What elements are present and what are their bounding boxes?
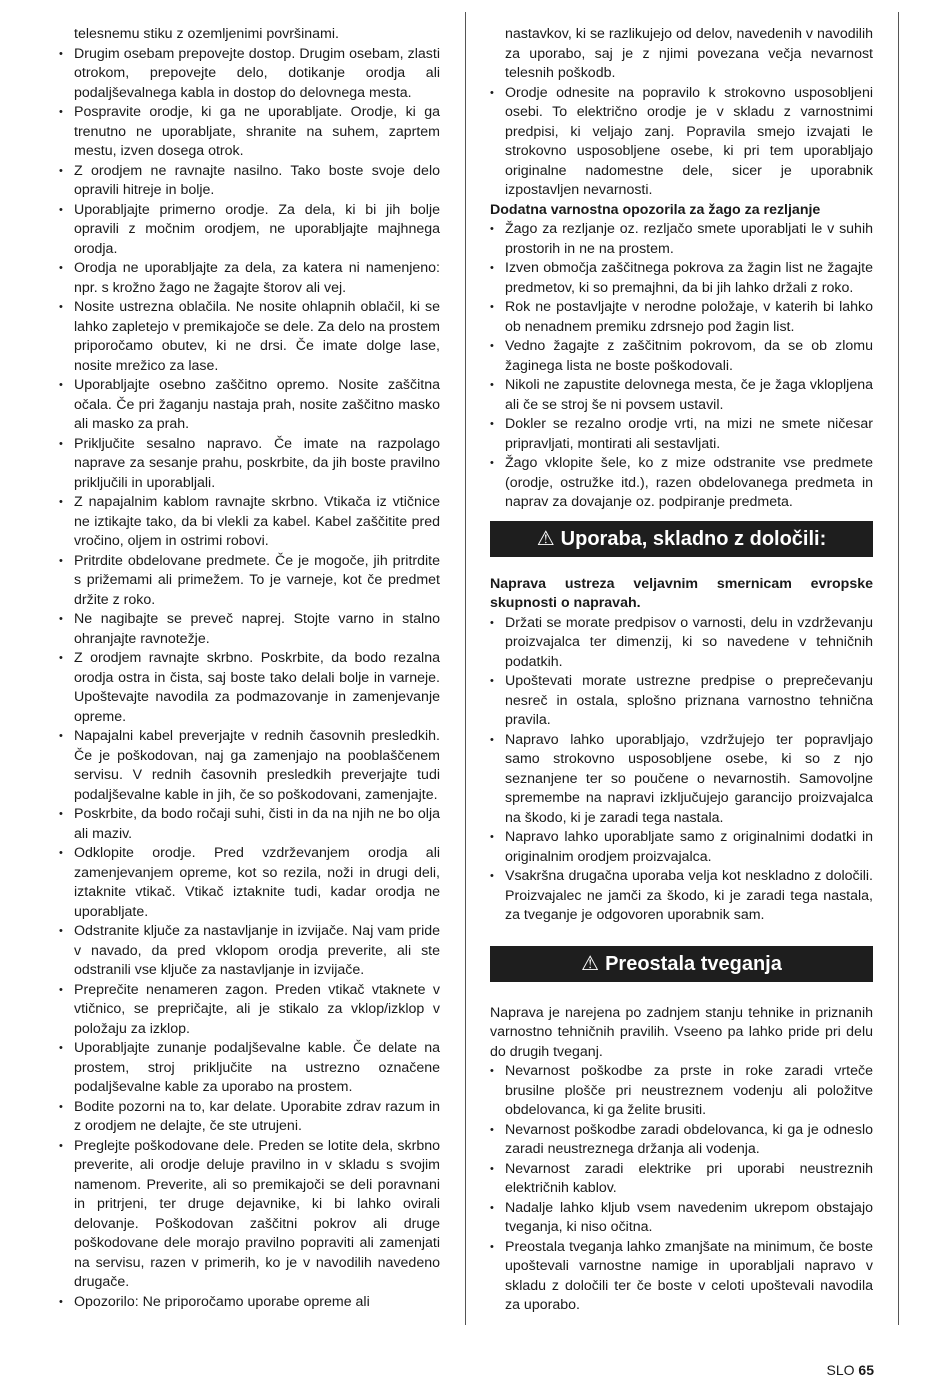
list-item: • Nikoli ne zapustite delovnega mesta, če je žaga vklopljena ali če se stroj še ni povsem ustavil.: [490, 376, 873, 415]
warning-triangle-icon: ⚠: [581, 952, 600, 975]
safety-list-continued: [490, 25, 873, 201]
saw-safety-list: [490, 220, 873, 513]
list-item: nastavkov, ki se razlikujejo od delov, navedenih v navodilih za uporabo, saj je z njimi povezana večja nevarnost telesnih poškodb.: [505, 26, 873, 81]
risk-heading-text: Preostala tveganja: [605, 952, 782, 975]
list-item: • Napravo lahko uporabljajo, vzdržujejo ter popravljajo samo strokovno usposobljene osebe, ki so z njo seznanjene ter so poučene o nevarnostih. Samovoljne spremembe na napravi izključujejo garancijo proizvajalca na škodo, ki je zaradi tega nastala.: [490, 731, 873, 829]
list-item: • Nadalje lahko kljub vsem navedenim ukrepom obstajajo tveganja, ki niso očitna.: [490, 1199, 873, 1238]
list-item: • Z orodjem ne ravnajte nasilno. Tako boste svoje delo opravili hitreje in bolje.: [59, 162, 440, 201]
list-item: • Z orodjem ravnajte skrbno. Poskrbite, da bodo rezalna orodja ostra in čista, saj boste tako delali bolje in varneje. Upoštevajte navodila za podmazovanje in zamenjevanje opreme.: [59, 649, 440, 727]
list-item: • Pospravite orodje, ki ga ne uporabljate. Orodje, ki ga trenutno ne uporabljate, shranite na suhem, zaprtem mestu, izven dosega otrok.: [59, 103, 440, 162]
list-item: • Napravo lahko uporabljate samo z originalnimi dodatki in originalnim orodjem proizvajalca.: [490, 828, 873, 867]
safety-list: [59, 25, 440, 1312]
language-code: SLO: [826, 1362, 855, 1378]
list-item: • Odklopite orodje. Pred vzdrževanjem orodja ali zamenjevanjem opreme, kot so rezila, noži in drugi deli, iztaknite vtikač. Vtikač iztaknite tudi, kadar orodja ne uporabljate.: [59, 844, 440, 922]
list-item: • Opozorilo: Ne priporočamo uporabe opreme ali: [59, 1293, 440, 1313]
usage-intro: Naprava ustreza veljavnim smernicam evropske skupnosti o napravah.: [490, 575, 873, 611]
list-item: • Odstranite ključe za nastavljanje in izvijače. Naj vam pride v navado, da pred vklopom orodja preverite, ali ste odstranili vse ključe za nastavljanje in izvijače.: [59, 922, 440, 981]
list-item: • Držati se morate predpisov o varnosti, delu in vzdrževanju proizvajalca ter dimenzij, ki so navedene v tehničnih podatkih.: [490, 614, 873, 673]
page-footer: [827, 1362, 874, 1378]
list-item: • Poskrbite, da bodo ročaji suhi, čisti in da na njih ne bo olja ali maziv.: [59, 805, 440, 844]
list-item: • Žago vklopite šele, ko z mize odstranite vse predmete (orodje, ostružke itd.), razen obdelovanega predmeta in naprav za dovajanje oz. podpiranje predmeta.: [490, 454, 873, 513]
warning-triangle-icon: ⚠: [536, 527, 555, 550]
list-item: • Nevarnost zaradi elektrike pri uporabi neustreznih električnih kablov.: [490, 1160, 873, 1199]
list-item: • Ne nagibajte se preveč naprej. Stojte varno in stalno ohranjajte ravnotežje.: [59, 610, 440, 649]
list-item: telesnemu stiku z ozemljenimi površinami.: [74, 26, 339, 42]
right-column: [490, 25, 873, 1316]
list-item: • Nosite ustrezna oblačila. Ne nosite ohlapnih oblačil, ki se lahko zapletejo v premikajoče se dele. Za delo na prostem priporočamo obutev, ki ne drsi. Če imate dolge lase, nosite mrežico za lase.: [59, 298, 440, 376]
list-item: • Orodja ne uporabljajte za dela, za katera ni namenjeno: npr. s krožno žago ne žagajte štorov ali vej.: [59, 259, 440, 298]
page-number: 65: [858, 1362, 874, 1378]
list-item: • Upoštevati morate ustrezne predpise o preprečevanju nesreč in ostala, splošno priznana varnostno tehnična pravila.: [490, 672, 873, 731]
usage-heading-text: Uporaba, skladno z določili:: [560, 527, 827, 550]
list-item: • Uporabljajte osebno zaščitno opremo. Nosite zaščitna očala. Če pri žaganju nastaja prah, nosite zaščitno masko ali masko za prah.: [59, 376, 440, 435]
list-item: • Nevarnost poškodbe zaradi obdelovanca, ki ga je odneslo zaradi neustreznega držanja ali vodenja.: [490, 1121, 873, 1160]
list-item: • Nevarnost poškodbe za prste in roke zaradi vrteče brusilne plošče pri neustreznem vodenju ali položitve obdelovanca, ki ga želite brusiti.: [490, 1062, 873, 1121]
list-item: • Priključite sesalno napravo. Če imate na razpolago naprave za sesanje prahu, poskrbite, da jih boste pravilno priključili in uporabljali.: [59, 435, 440, 494]
list-item: • Preprečite nenameren zagon. Preden vtikač vtaknete v vtičnico, se prepričajte, ali je stikalo za vklop/izklop v položaju za izklop.: [59, 981, 440, 1040]
left-column: [59, 25, 440, 1312]
list-item: • Dokler se rezalno orodje vrti, na mizi ne smete ničesar pripravljati, montirati ali sestavljati.: [490, 415, 873, 454]
list-item: • Bodite pozorni na to, kar delate. Uporabite zdrav razum in z orodjem ne delajte, če ste utrujeni.: [59, 1098, 440, 1137]
list-item: • Preostala tveganja lahko zmanjšate na minimum, če boste upoštevali varnostne namige in uporabljali napravo v skladu z določili ter če boste v celoti upoštevali navodila za uporabo.: [490, 1238, 873, 1316]
list-item: • Izven območja zaščitnega pokrova za žagin list ne žagajte predmetov, ki so premajhni, da bi jih lahko držali z roko.: [490, 259, 873, 298]
list-item: • Pritrdite obdelovane predmete. Če je mogoče, jih pritrdite s prižemami ali primežem. To je varneje, kot če predmet držite z roko.: [59, 552, 440, 611]
list-item: • Vedno žagajte z zaščitnim pokrovom, da se ob zlomu žaginega lista ne boste poškodovali.: [490, 337, 873, 376]
risk-heading: [490, 946, 873, 982]
usage-list: [490, 614, 873, 926]
risk-list: [490, 1062, 873, 1316]
list-item: • Rok ne postavljajte v nerodne položaje, v katerih bi lahko ob nenadnem premiku zdrsnejo pod žagin list.: [490, 298, 873, 337]
column-divider-left: [465, 12, 466, 1325]
usage-heading: [490, 521, 873, 557]
list-item: • Vsakršna drugačna uporaba velja kot neskladno z določili. Proizvajalec ne jamči za škodo, ki je zaradi tega nastala, za tveganje je odgovoren uporabnik sam.: [490, 867, 873, 926]
list-item: • Z napajalnim kablom ravnajte skrbno. Vtikača iz vtičnice ne iztikajte tako, da bi vlekli za kabel. Kabel zaščitite pred vročino, oljem in ostrimi robovi.: [59, 493, 440, 552]
saw-section-title: Dodatna varnostna opozorila za žago za rezljanje: [490, 201, 821, 218]
list-item: • Preglejte poškodovane dele. Preden se lotite dela, skrbno preverite, ali orodje deluje pravilno in v skladu s svojim namenom. Preverite, ali so premikajoči se deli poravnani in pritrjeni, ter druge dejavnike, ki bi lahko ovirali delovanje. Poškodovan zaščitni pokrov ali druge poškodovane dele morajo pravilno popraviti ali zamenjati na servisu, razen v primerih, ko je v navodilih navedeno drugače.: [59, 1137, 440, 1293]
list-item: • Drugim osebam prepovejte dostop. Drugim osebam, zlasti otrokom, prepovejte delo, dotikanje orodja ali podaljševalnega kabla in dostop do delovnega mesta.: [59, 45, 440, 104]
column-divider-right: [898, 12, 899, 1325]
list-item: • Uporabljajte zunanje podaljševalne kable. Če delate na prostem, stroj priključite na ustrezno označene podaljševalne kable za uporabo na prostem.: [59, 1039, 440, 1098]
list-item: • Orodje odnesite na popravilo k strokovno usposobljeni osebi. To električno orodje je v skladu z varnostnimi predpisi, ki veljajo zanj. Popravila smejo izvajati le strokovno usposobljene osebe, ki pri tem uporabljajo originalne nadomestne dele, sicer je uporabnik izpostavljen nevarnosti.: [490, 84, 873, 201]
list-item: • Uporabljajte primerno orodje. Za dela, ki bi jih bolje opravili z močnim orodjem, ne uporabljajte majhnega orodja.: [59, 201, 440, 260]
list-item: • Žago za rezljanje oz. rezljačo smete uporabljati le v suhih prostorih in ne na prostem.: [490, 220, 873, 259]
list-item: • Napajalni kabel preverjajte v rednih časovnih presledkih. Če je poškodovan, naj ga zamenjajo na pooblaščenem servisu. V rednih časovnih presledkih preverjajte tudi podaljševalne kable in jih, če so poškodovani, zamenjajte.: [59, 727, 440, 805]
risk-intro: Naprava je narejena po zadnjem stanju tehnike in priznanih varnostno tehničnih pravilih. Vseeno pa lahko pride pri delu do drugih tveganj.: [490, 1004, 873, 1060]
